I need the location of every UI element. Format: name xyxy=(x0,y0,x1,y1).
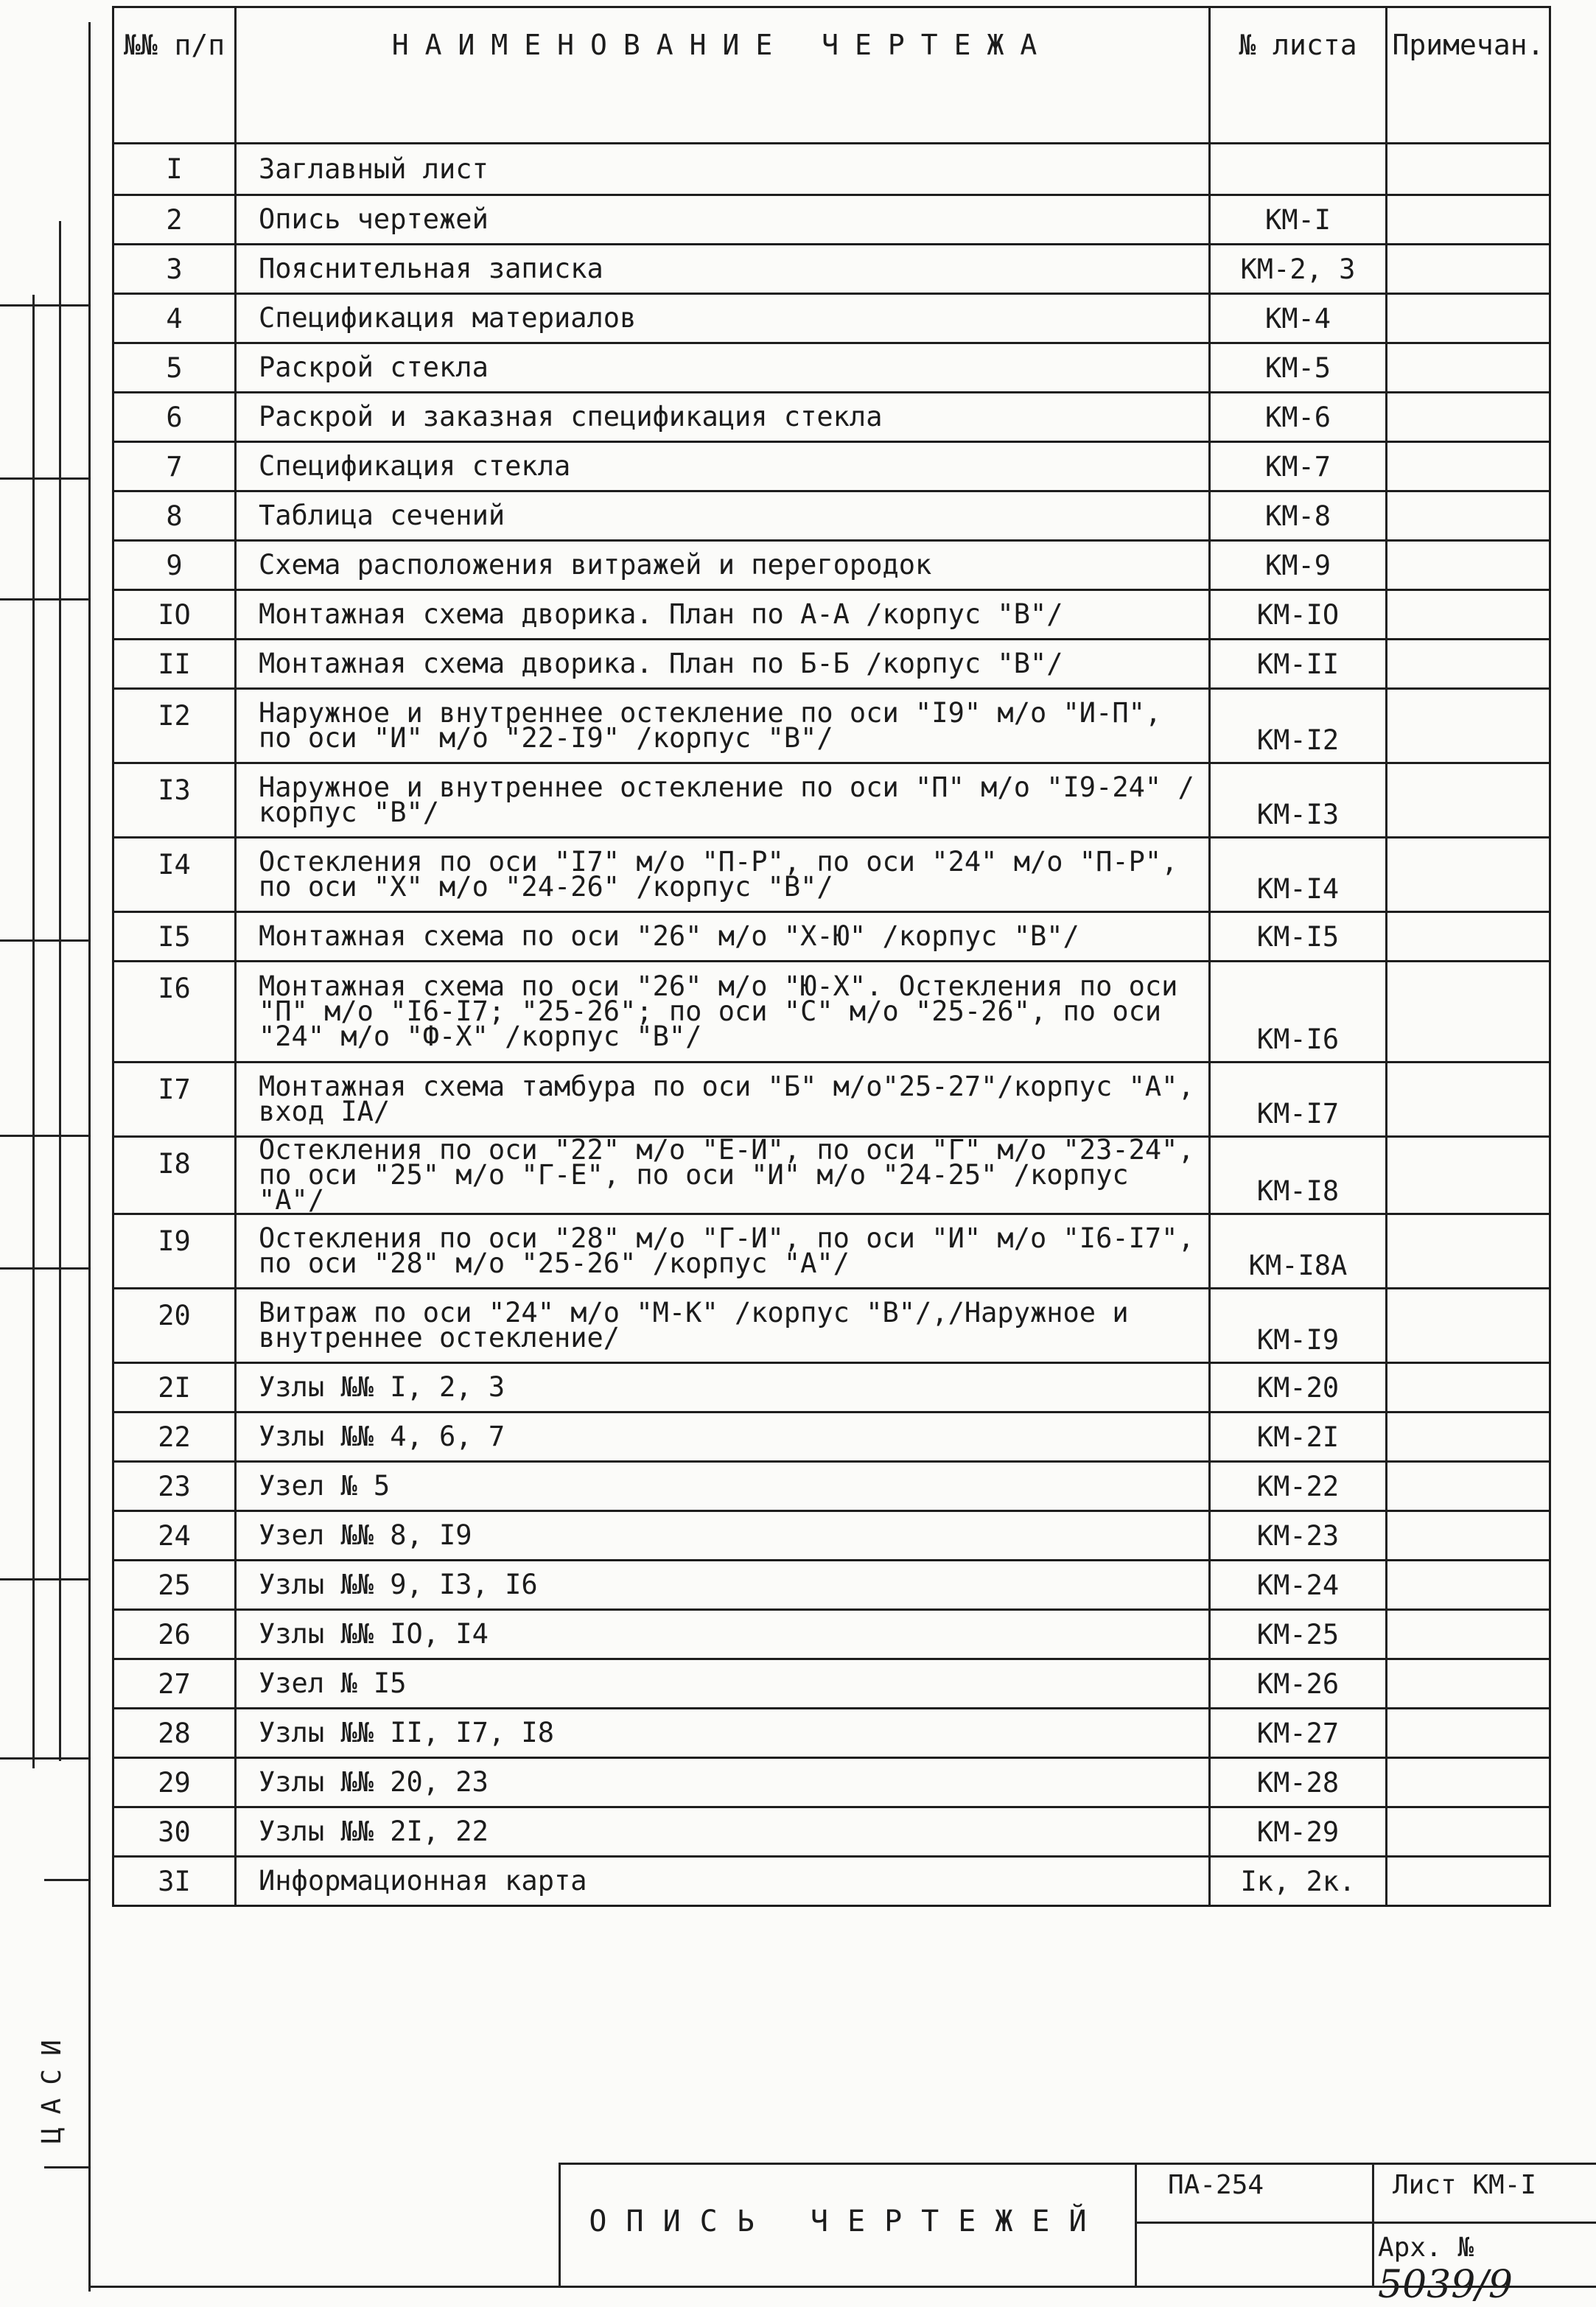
note-cell xyxy=(1387,144,1550,195)
row-number: 28 xyxy=(113,1709,236,1758)
table-row xyxy=(113,838,1550,912)
drawing-name: Монтажная схема по оси "26" м/о "Х-Ю" /корпус "В"/ xyxy=(236,912,1210,962)
title-block-mid-line xyxy=(1135,2222,1596,2224)
row-number: 2I xyxy=(113,1363,236,1412)
drawing-name: Монтажная схема по оси "26" м/о "Ю-Х". Остекления по оси "П" м/о "I6-I7; "25-26"; по оси "С" м/о "25-26", по оси "24" м/о "Ф-Х" /корпус "В"/ xyxy=(236,962,1210,1063)
row-number: I7 xyxy=(113,1063,236,1137)
sheet-number xyxy=(1210,144,1387,195)
note-cell xyxy=(1387,763,1550,838)
row-number: I2 xyxy=(113,689,236,763)
drawing-name: Узлы №№ 9, I3, I6 xyxy=(236,1561,1210,1610)
row-number: 6 xyxy=(113,393,236,442)
row-number: 20 xyxy=(113,1289,236,1363)
row-number: 23 xyxy=(113,1462,236,1511)
sheet-number: КМ-4 xyxy=(1210,294,1387,343)
table-row xyxy=(113,962,1550,1063)
drawing-name: Узлы №№ I, 2, 3 xyxy=(236,1363,1210,1412)
row-number: 22 xyxy=(113,1412,236,1462)
row-number: 26 xyxy=(113,1610,236,1659)
note-cell xyxy=(1387,343,1550,393)
drawing-name: Узел №№ 8, I9 xyxy=(236,1511,1210,1561)
drawing-name: Узел № 5 xyxy=(236,1462,1210,1511)
note-cell xyxy=(1387,195,1550,245)
sheet-number: КМ-IO xyxy=(1210,590,1387,640)
drawing-name: Остекления по оси "28" м/о "Г-И", по оси "И" м/о "I6-I7", по оси "28" м/о "25-26" /корпус "А"/ xyxy=(236,1214,1210,1289)
binding-edge-line xyxy=(32,295,35,1768)
sheet-number: КМ-8 xyxy=(1210,491,1387,541)
drawing-name: Узлы №№ 2I, 22 xyxy=(236,1807,1210,1857)
drawing-name: Раскрой и заказная спецификация стекла xyxy=(236,393,1210,442)
table-row xyxy=(113,1561,1550,1610)
row-number: 25 xyxy=(113,1561,236,1610)
drawing-name: Остекления по оси "22" м/о "Е-И", по оси "Г" м/о "23-24", по оси "25" м/о "Г-Е", по оси "И" м/о "24-25" /корпус "А"/ xyxy=(236,1137,1210,1214)
drawing-name: Монтажная схема тамбура по оси "Б" м/о"25-27"/корпус "А", вход IА/ xyxy=(236,1063,1210,1137)
row-number: 3 xyxy=(113,245,236,294)
archive-label: Арх. № xyxy=(1378,2233,1474,2263)
row-number: II xyxy=(113,640,236,689)
title-block-sheet: Лист КМ-I xyxy=(1393,2170,1537,2200)
row-number: 24 xyxy=(113,1511,236,1561)
drawing-name: Монтажная схема дворика. План по Б-Б /корпус "В"/ xyxy=(236,640,1210,689)
table-row xyxy=(113,1063,1550,1137)
row-number: I9 xyxy=(113,1214,236,1289)
drawing-name: Заглавный лист xyxy=(236,144,1210,195)
table-row xyxy=(113,640,1550,689)
title-block-title: ОПИСЬ ЧЕРТЕЖЕЙ xyxy=(589,2205,1106,2238)
table-row xyxy=(113,1462,1550,1511)
sheet-number: КМ-2I xyxy=(1210,1412,1387,1462)
row-number: I4 xyxy=(113,838,236,912)
table-row xyxy=(113,590,1550,640)
note-cell xyxy=(1387,1412,1550,1462)
sheet-number: КМ-I9 xyxy=(1210,1289,1387,1363)
row-number: I3 xyxy=(113,763,236,838)
binding-strip-line xyxy=(59,221,61,1761)
sheet-number: КМ-23 xyxy=(1210,1511,1387,1561)
binding-tick xyxy=(0,1757,88,1760)
binding-tick xyxy=(0,1267,88,1270)
drawing-name: Узлы №№ 20, 23 xyxy=(236,1758,1210,1807)
page-bottom-line xyxy=(88,2286,1596,2288)
drawings-register-table xyxy=(112,6,1551,1907)
table-row xyxy=(113,245,1550,294)
note-cell xyxy=(1387,912,1550,962)
drawing-name: Узел № I5 xyxy=(236,1659,1210,1709)
row-number: 3I xyxy=(113,1857,236,1906)
binding-tick xyxy=(0,939,88,942)
side-stamp-label: ЦАСИ xyxy=(37,2026,67,2144)
note-cell xyxy=(1387,1462,1550,1511)
sheet-number: КМ-22 xyxy=(1210,1462,1387,1511)
table-row xyxy=(113,1137,1550,1214)
table-row xyxy=(113,491,1550,541)
sheet-number: КМ-26 xyxy=(1210,1659,1387,1709)
sheet-number: КМ-20 xyxy=(1210,1363,1387,1412)
title-block-archive xyxy=(1378,2233,1596,2307)
drawing-name: Спецификация стекла xyxy=(236,442,1210,491)
binding-tick xyxy=(0,598,88,601)
sheet-number: КМ-I5 xyxy=(1210,912,1387,962)
drawing-name: Остекления по оси "I7" м/о "П-Р", по оси "24" м/о "П-Р", по оси "Х" м/о "24-26" /корпус "В"/ xyxy=(236,838,1210,912)
note-cell xyxy=(1387,541,1550,590)
sheet-number: КМ-I3 xyxy=(1210,763,1387,838)
drawing-name: Наружное и внутреннее остекление по оси "I9" м/о "И-П", по оси "И" м/о "22-I9" /корпус "В"/ xyxy=(236,689,1210,763)
table-row xyxy=(113,1511,1550,1561)
binding-tick xyxy=(0,477,88,480)
note-cell xyxy=(1387,1214,1550,1289)
sheet-number: Iк, 2к. xyxy=(1210,1857,1387,1906)
drawing-name: Узлы №№ II, I7, I8 xyxy=(236,1709,1210,1758)
note-cell xyxy=(1387,1137,1550,1214)
sheet-number: КМ-I7 xyxy=(1210,1063,1387,1137)
table-row xyxy=(113,1214,1550,1289)
title-block-divider xyxy=(1372,2163,1374,2288)
row-number: 27 xyxy=(113,1659,236,1709)
sheet-number: КМ-I4 xyxy=(1210,838,1387,912)
title-block-project-code: ПА-254 xyxy=(1168,2170,1264,2200)
table-row xyxy=(113,1659,1550,1709)
sheet-number: КМ-24 xyxy=(1210,1561,1387,1610)
drawing-name: Таблица сечений xyxy=(236,491,1210,541)
drawing-name: Наружное и внутреннее остекление по оси "П" м/о "I9-24" /корпус "В"/ xyxy=(236,763,1210,838)
sheet-number: КМ-6 xyxy=(1210,393,1387,442)
table-row xyxy=(113,1709,1550,1758)
sheet-number: КМ-9 xyxy=(1210,541,1387,590)
header-sheet-number: № листа xyxy=(1210,7,1387,144)
note-cell xyxy=(1387,1289,1550,1363)
drawing-name: Спецификация материалов xyxy=(236,294,1210,343)
table-row xyxy=(113,1807,1550,1857)
note-cell xyxy=(1387,1511,1550,1561)
sheet-number: КМ-29 xyxy=(1210,1807,1387,1857)
header-num: №№ п/п xyxy=(113,7,236,144)
sheet-number: КМ-I8 xyxy=(1210,1137,1387,1214)
note-cell xyxy=(1387,590,1550,640)
sheet-number: КМ-2, 3 xyxy=(1210,245,1387,294)
note-cell xyxy=(1387,442,1550,491)
drawing-name: Раскрой стекла xyxy=(236,343,1210,393)
row-number: I6 xyxy=(113,962,236,1063)
table-row xyxy=(113,763,1550,838)
drawing-name: Пояснительная записка xyxy=(236,245,1210,294)
table-row xyxy=(113,294,1550,343)
table-row xyxy=(113,1363,1550,1412)
row-number: 2 xyxy=(113,195,236,245)
row-number: IO xyxy=(113,590,236,640)
binding-tick xyxy=(0,1135,88,1137)
sheet-number: КМ-5 xyxy=(1210,343,1387,393)
note-cell xyxy=(1387,1758,1550,1807)
row-number: I xyxy=(113,144,236,195)
drawing-name: Опись чертежей xyxy=(236,195,1210,245)
note-cell xyxy=(1387,1363,1550,1412)
table-row xyxy=(113,1289,1550,1363)
drawing-name: Информационная карта xyxy=(236,1857,1210,1906)
table-row xyxy=(113,1412,1550,1462)
sheet-number: КМ-I8А xyxy=(1210,1214,1387,1289)
note-cell xyxy=(1387,1610,1550,1659)
table-row xyxy=(113,442,1550,491)
sheet-number: КМ-II xyxy=(1210,640,1387,689)
binding-tick xyxy=(0,1578,88,1580)
note-cell xyxy=(1387,1659,1550,1709)
note-cell xyxy=(1387,1561,1550,1610)
note-cell xyxy=(1387,491,1550,541)
drawing-name: Монтажная схема дворика. План по А-А /корпус "В"/ xyxy=(236,590,1210,640)
row-number: 8 xyxy=(113,491,236,541)
note-cell xyxy=(1387,962,1550,1063)
sheet-number: КМ-7 xyxy=(1210,442,1387,491)
row-number: I8 xyxy=(113,1137,236,1214)
archive-number-handwritten: 5039/9 xyxy=(1378,2263,1513,2307)
sheet-number: КМ-28 xyxy=(1210,1758,1387,1807)
drawing-name: Узлы №№ 4, 6, 7 xyxy=(236,1412,1210,1462)
binding-tick xyxy=(44,1879,88,1881)
row-number: 4 xyxy=(113,294,236,343)
sheet-number: КМ-I2 xyxy=(1210,689,1387,763)
table-row xyxy=(113,1857,1550,1906)
note-cell xyxy=(1387,294,1550,343)
header-drawing-name: НАИМЕНОВАНИЕ ЧЕРТЕЖА xyxy=(236,7,1210,144)
row-number: 5 xyxy=(113,343,236,393)
table-header-row xyxy=(113,7,1550,144)
header-note: Примечан. xyxy=(1387,7,1550,144)
table-row xyxy=(113,912,1550,962)
table-row xyxy=(113,195,1550,245)
table-row xyxy=(113,1610,1550,1659)
row-number: 7 xyxy=(113,442,236,491)
table-row xyxy=(113,393,1550,442)
drawing-name: Витраж по оси "24" м/о "М-К" /корпус "В"/,/Наружное и внутреннее остекление/ xyxy=(236,1289,1210,1363)
sheet-number: КМ-I6 xyxy=(1210,962,1387,1063)
note-cell xyxy=(1387,640,1550,689)
row-number: I5 xyxy=(113,912,236,962)
sheet-number: КМ-I xyxy=(1210,195,1387,245)
note-cell xyxy=(1387,1807,1550,1857)
binding-tick xyxy=(0,304,88,307)
sheet-number: КМ-25 xyxy=(1210,1610,1387,1659)
note-cell xyxy=(1387,689,1550,763)
table-row xyxy=(113,144,1550,195)
sheet-number: КМ-27 xyxy=(1210,1709,1387,1758)
note-cell xyxy=(1387,838,1550,912)
title-block-divider xyxy=(1135,2163,1137,2288)
frame-left-line xyxy=(88,22,91,2292)
table-row xyxy=(113,689,1550,763)
note-cell xyxy=(1387,393,1550,442)
table-row xyxy=(113,343,1550,393)
table-row xyxy=(113,541,1550,590)
note-cell xyxy=(1387,1857,1550,1906)
drawing-name: Узлы №№ IO, I4 xyxy=(236,1610,1210,1659)
drawing-name: Схема расположения витражей и перегородок xyxy=(236,541,1210,590)
note-cell xyxy=(1387,1063,1550,1137)
row-number: 9 xyxy=(113,541,236,590)
table-row xyxy=(113,1758,1550,1807)
row-number: 29 xyxy=(113,1758,236,1807)
note-cell xyxy=(1387,1709,1550,1758)
note-cell xyxy=(1387,245,1550,294)
row-number: 30 xyxy=(113,1807,236,1857)
